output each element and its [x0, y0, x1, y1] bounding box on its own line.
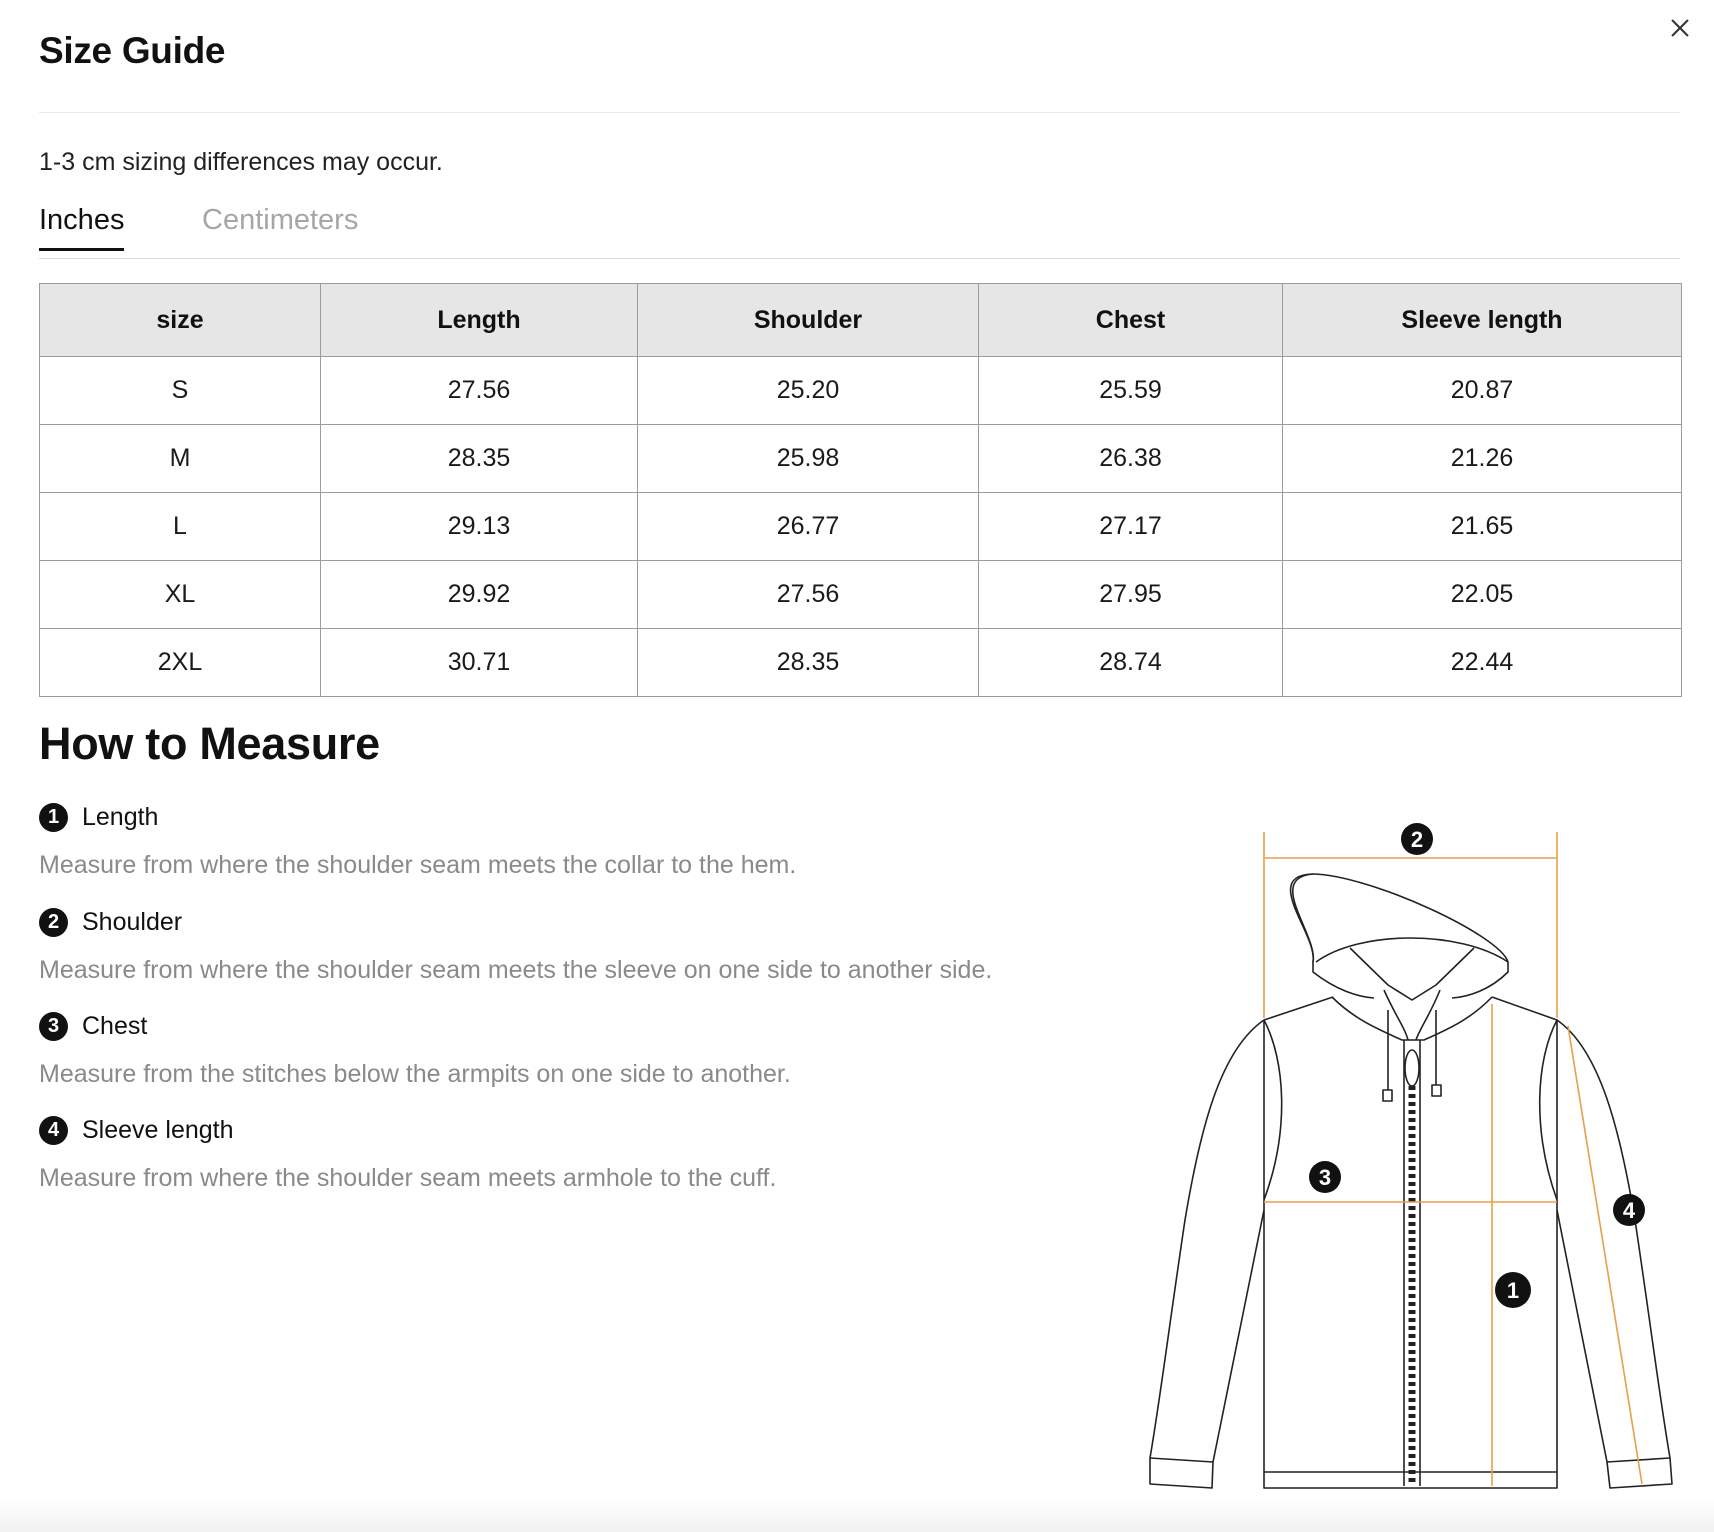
step-number-badge: 3 [39, 1012, 68, 1041]
column-header-chest: Chest [979, 284, 1283, 357]
close-icon[interactable] [1666, 14, 1694, 42]
measure-step-sleeve-length [39, 1113, 776, 1193]
column-header-shoulder: Shoulder [638, 284, 979, 357]
table-cell: S [40, 357, 321, 425]
table-cell: 25.20 [638, 357, 979, 425]
step-label: Length [82, 802, 159, 831]
step-description: Measure from where the shoulder seam meets the sleeve on one side to another side. [39, 956, 993, 984]
how-to-measure-title: How to Measure [39, 718, 380, 769]
table-cell: 25.98 [638, 425, 979, 493]
table-cell: 27.56 [638, 561, 979, 629]
column-header-length: Length [321, 284, 638, 357]
table-cell: 27.17 [979, 493, 1283, 561]
table-cell: 28.35 [321, 425, 638, 493]
table-cell: 27.95 [979, 561, 1283, 629]
measure-step-chest [39, 1009, 791, 1089]
table-cell: 29.92 [321, 561, 638, 629]
sizing-note: 1-3 cm sizing differences may occur. [39, 148, 443, 176]
table-cell: 22.44 [1283, 629, 1682, 697]
svg-text:4: 4 [1622, 1198, 1636, 1223]
step-label: Shoulder [82, 907, 183, 936]
table-cell: 21.65 [1283, 493, 1682, 561]
step-number-badge: 4 [39, 1116, 68, 1145]
column-header-size: size [40, 284, 321, 357]
table-header-row [40, 284, 1682, 357]
table-cell: 26.38 [979, 425, 1283, 493]
table-cell: 28.35 [638, 629, 979, 697]
table-cell: 27.56 [321, 357, 638, 425]
step-label: Chest [82, 1011, 148, 1040]
modal-title: Size Guide [39, 30, 226, 71]
table-row [40, 425, 1682, 493]
step-label: Sleeve length [82, 1115, 234, 1144]
hoodie-diagram-icon [1140, 818, 1680, 1498]
table-cell: 28.74 [979, 629, 1283, 697]
table-cell: 26.77 [638, 493, 979, 561]
table-cell: L [40, 493, 321, 561]
table-row [40, 493, 1682, 561]
step-number-badge: 1 [39, 803, 68, 832]
size-table [39, 283, 1682, 697]
unit-tabs [39, 200, 1680, 259]
table-cell: 29.13 [321, 493, 638, 561]
table-cell: 25.59 [979, 357, 1283, 425]
svg-text:3: 3 [1318, 1165, 1332, 1190]
table-row [40, 357, 1682, 425]
table-row [40, 561, 1682, 629]
table-cell: 2XL [40, 629, 321, 697]
step-number-badge: 2 [39, 908, 68, 937]
tab-centimeters[interactable]: Centimeters [202, 204, 359, 236]
bottom-shadow [0, 1498, 1714, 1532]
step-description: Measure from the stitches below the armpits on one side to another. [39, 1060, 791, 1088]
table-cell: XL [40, 561, 321, 629]
measure-step-length [39, 800, 796, 880]
table-cell: 21.26 [1283, 425, 1682, 493]
table-cell: 20.87 [1283, 357, 1682, 425]
table-cell: 22.05 [1283, 561, 1682, 629]
column-header-sleeve-length: Sleeve length [1283, 284, 1682, 357]
tab-inches[interactable]: Inches [39, 204, 124, 251]
table-cell: 30.71 [321, 629, 638, 697]
step-description: Measure from where the shoulder seam meets the collar to the hem. [39, 851, 797, 879]
svg-text:1: 1 [1506, 1278, 1520, 1303]
step-description: Measure from where the shoulder seam meets armhole to the cuff. [39, 1164, 777, 1192]
title-divider [39, 112, 1680, 113]
table-cell: M [40, 425, 321, 493]
measure-step-shoulder [39, 905, 992, 985]
svg-text:2: 2 [1410, 827, 1424, 852]
table-row [40, 629, 1682, 697]
